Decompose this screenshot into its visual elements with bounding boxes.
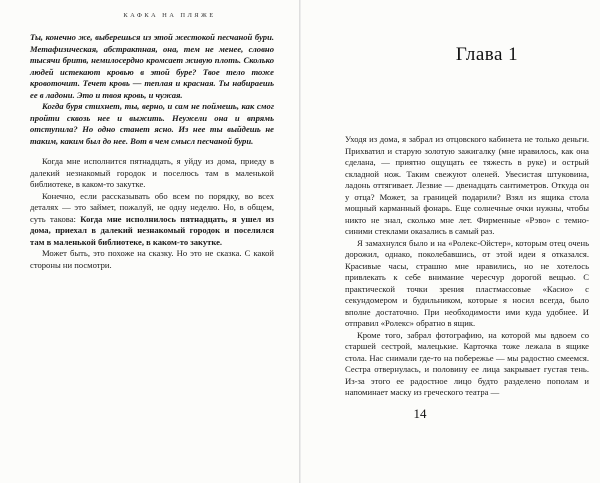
epigraph-block <box>30 32 274 147</box>
intro-bold-text: Когда мне исполнилось пятнадцать, я ушел из дома, приехал в далекий незнакомый городок и поселился там в маленькой библиотеке, в каком-то закутке. <box>30 213 274 247</box>
intro-text: Конечно, если рассказывать обо всем по порядку, во всех деталях — это займет, пожалуй, не одну неделю. Но, в общем, суть такова: <box>30 190 274 224</box>
intro-paragraph: Может быть, это похоже на сказку. Но это не сказка. С какой стороны ни посмотри. <box>30 248 274 270</box>
intro-paragraph <box>30 191 274 249</box>
intro-paragraph: Когда мне исполнится пятнадцать, я уйду из дома, приеду в далекий незнакомый городок и поселюсь там в маленькой библиотеке, в каком-то закутке. <box>30 156 274 189</box>
running-head: КАФКА НА ПЛЯЖЕ <box>123 12 216 19</box>
chapter-title: Глава 1 <box>455 44 519 65</box>
left-page <box>0 0 299 483</box>
intro-block <box>30 156 274 271</box>
chapter-paragraph: Уходя из дома, я забрал из отцовского кабинета не только деньги. Прихватил и старую золотую зажигалку (мне нравилось, как она сделана, — приятно ощущать ее тяжесть в руке) и острый складной нож. Таким свежуют оленей. Увесистая штуковина, ладонь оттягивает. Лезвие — двенадцать сантиметров. Откуда он у отца? Может, за границей подарили? Взял из ящика стола мощный карманный фонарь. Еще солнечные очки нужны, чтобы никто не знал, сколько мне лет. Фирменные «Рэво» с темно-синими стеклами оказались в самый раз. <box>345 134 589 236</box>
page-number: 14 <box>413 406 427 421</box>
epigraph-paragraph: Ты, конечно же, выберешься из этой жестокой песчаной бури. Метафизическая, абстрактная, она, тем не менее, словно тысячи бритв, немилосердно кромсает живую плоть. Сколько людей истекают кровью в этой буре? Твое тело тоже кровоточит. Течет кровь — теплая и красная. Ты набираешь ее в ладони. Это и твоя кровь, и чужая. <box>30 32 274 100</box>
chapter-text <box>345 134 589 399</box>
epigraph-paragraph: Когда буря стихнет, ты, верно, и сам не поймешь, как смог пройти сквозь нее и выжить. Неужели она и впрямь отступила? Но одно станет ясно. Из нее ты выйдешь не таким, каким был до нее. Вот в чем смысл песчаной бури. <box>30 101 274 146</box>
chapter-paragraph: Я замахнулся было и на «Ролекс-Ойстер», которым отец очень дорожил, однако, поколебавшись, от этой идеи я отказался. Красивые часы, страшно мне нравились, но не хотелось привлекать к себе внимание чересчур дорогой вещью. С практической точки зрения пластмассовые «Касио» с секундомером и будильником, которые я носил всегда, было вполне достаточно. При необходимости ими куда удобнее. И отправил «Ролекс» обратно в ящик. <box>345 237 589 328</box>
chapter-paragraph: Кроме того, забрал фотографию, на которой мы вдвоем со старшей сестрой, малецькие. Карточка тоже лежала в ящике стола. Нас снимали где-то на побережье — мы радостно смеемся. Сестра отвернулась, и половину ее лица закрывает густая тень. Из-за этого ее радостное лицо будто разделено пополам и напоминает маску из греческого театра — <box>345 329 589 397</box>
